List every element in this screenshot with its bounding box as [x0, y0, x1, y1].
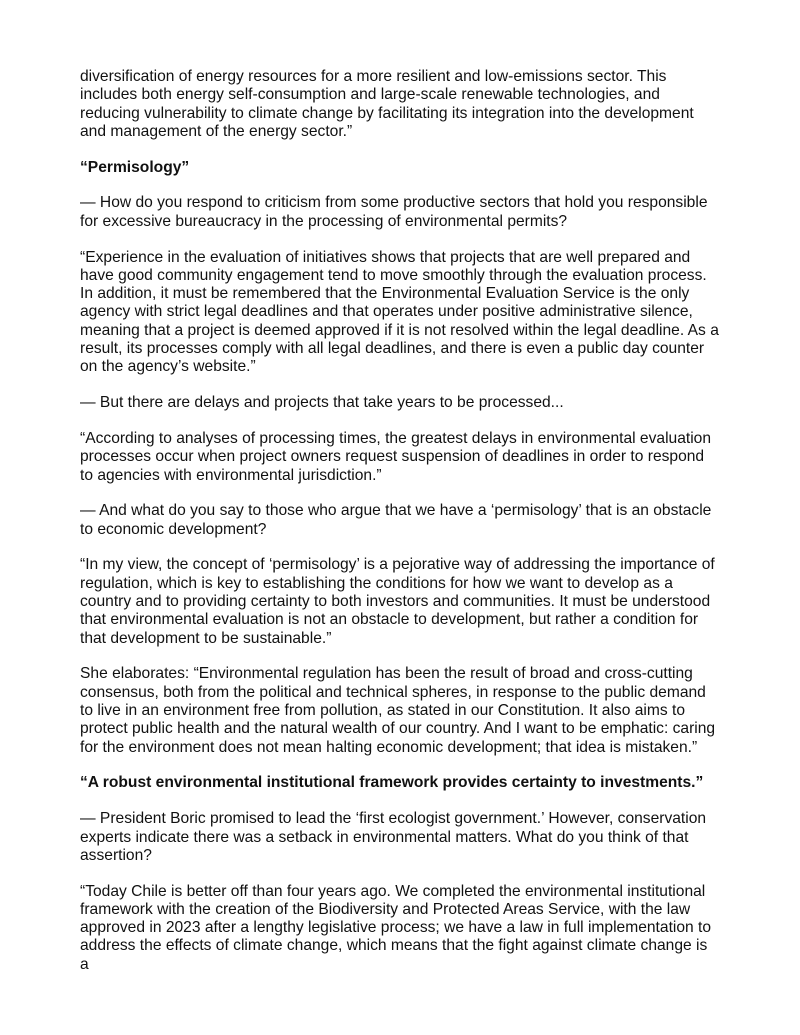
interview-question: — But there are delays and projects that take years to be processed...: [80, 394, 564, 412]
interview-question: — President Boric promised to lead the ‘first ecologist government.’ However, conservation experts indicate there was a setback in environmental matters. What do you think of that assertion?: [80, 810, 707, 864]
paragraph: She elaborates: “Environmental regulation has been the result of broad and cross-cutting consensus, both from the political and technical spheres, in response to the public demand to live in an environment free from pollution, as stated in our Constitution. It also aims to protect public health and the natural wealth of our country. And I want to be emphatic: caring for the environment does not mean halting economic development; that idea is mistaken.”: [80, 665, 716, 756]
interview-answer: “According to analyses of processing times, the greatest delays in environmental evaluation processes occur when project owners request suspension of deadlines in order to respond to agencies with environmental jurisdiction.”: [80, 429, 712, 484]
section-heading: “A robust environmental institutional framework provides certainty to investments.”: [80, 774, 704, 792]
document-page: [80, 68, 720, 992]
paragraph: diversification of energy resources for a more resilient and low-emissions sector. This includes both energy self-consumption and large-scale renewable technologies, and reducing vulnerability to climate change by facilitating its integration into the development and management of the energy sector.”: [80, 68, 694, 140]
interview-question: — How do you respond to criticism from some productive sectors that hold you responsible for excessive bureaucracy in the processing of environmental permits?: [80, 194, 708, 230]
interview-answer: “Experience in the evaluation of initiatives shows that projects that are well prepared and have good community engagement tend to move smoothly through the evaluation process. In addition, it must be remembered that the Environmental Evaluation Service is the only agency with strict legal deadlines and that operates under positive administrative silence, meaning that a project is deemed approved if it is not resolved within the legal deadline. As a result, its processes comply with all legal deadlines, and there is even a public day counter on the agency’s website.”: [80, 248, 719, 376]
interview-question: — And what do you say to those who argue that we have a ‘permisology’ that is an obstacle to economic development?: [80, 502, 712, 538]
interview-answer: “Today Chile is better off than four years ago. We completed the environmental institutional framework with the creation of the Biodiversity and Protected Areas Service, with the law approved in 2023 after a lengthy legislative process; we have a law in full implementation to address the effects of climate change, which means that the fight against climate change is a: [80, 882, 712, 973]
interview-answer: “In my view, the concept of ‘permisology’ is a pejorative way of addressing the importance of regulation, which is key to establishing the conditions for how we want to develop as a country and to providing certainty to both investors and communities. It must be understood that environmental evaluation is not an obstacle to development, but rather a condition for that development to be sustainable.”: [80, 556, 715, 647]
section-heading: “Permisology”: [80, 158, 190, 176]
